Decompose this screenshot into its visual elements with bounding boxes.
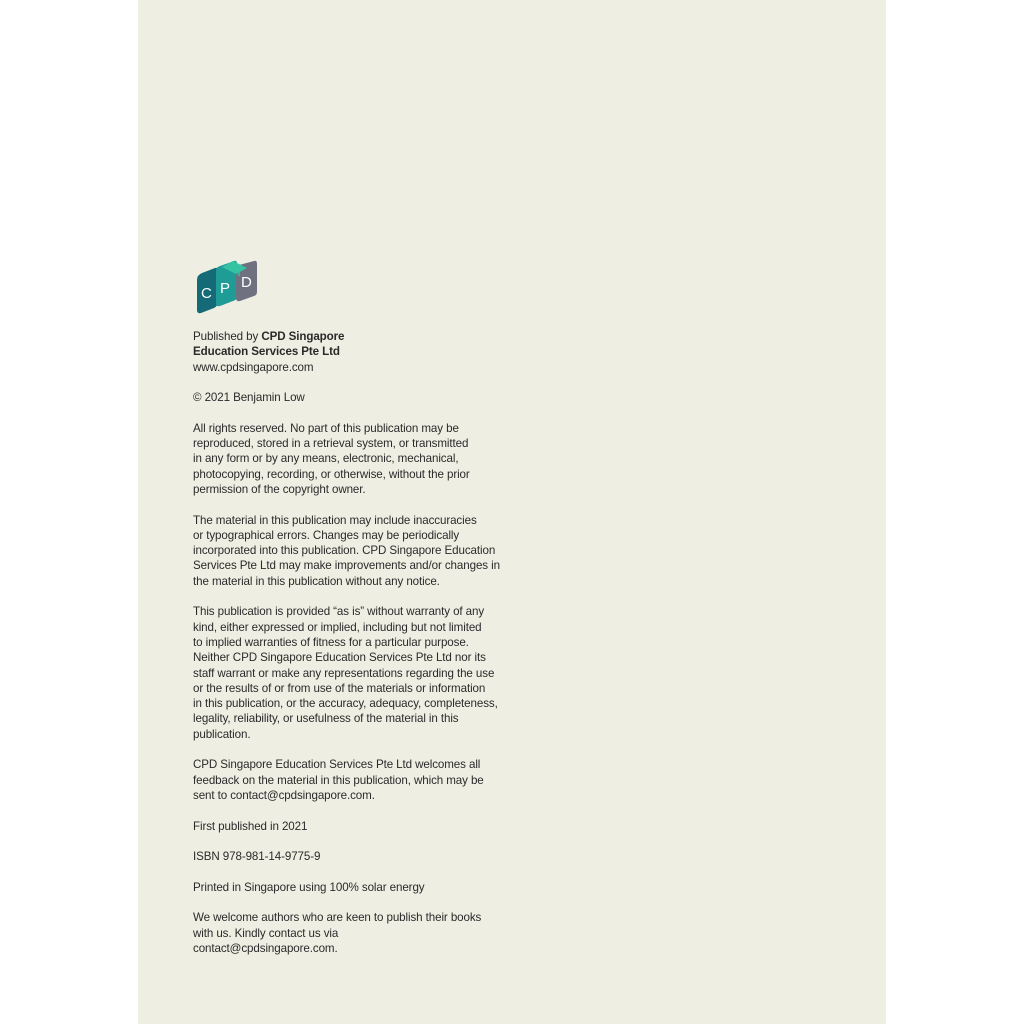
rights-paragraph xyxy=(193,421,523,497)
publisher-website: www.cpdsingapore.com xyxy=(193,360,314,374)
feedback-line: sent to contact@cpdsingapore.com. xyxy=(193,788,375,802)
warranty-line: This publication is provided “as is” without warranty of any xyxy=(193,605,485,619)
svg-text:C: C xyxy=(201,285,212,302)
accuracy-line: The material in this publication may include inaccuracies xyxy=(193,513,477,527)
accuracy-line: the material in this publication without any notice. xyxy=(193,574,440,588)
svg-text:D: D xyxy=(241,274,252,291)
feedback-line: CPD Singapore Education Services Pte Ltd welcomes all xyxy=(193,758,481,772)
warranty-line: kind, either expressed or implied, including but not limited xyxy=(193,620,482,634)
warranty-line: staff warrant or make any representations regarding the use xyxy=(193,666,495,680)
feedback-line: feedback on the material in this publication, which may be xyxy=(193,773,484,787)
warranty-line: in this publication, or the accuracy, adequacy, completeness, xyxy=(193,697,498,711)
feedback-paragraph xyxy=(193,757,523,803)
accuracy-line: Services Pte Ltd may make improvements and/or changes in xyxy=(193,559,500,573)
copyright-line: © 2021 Benjamin Low xyxy=(193,391,305,405)
svg-text:P: P xyxy=(220,280,231,297)
authors-line: with us. Kindly contact us via xyxy=(193,926,339,940)
rights-line: reproduced, stored in a retrieval system, or transmitted xyxy=(193,437,469,451)
publisher-block xyxy=(193,329,523,375)
isbn-line: ISBN 978-981-14-9775-9 xyxy=(193,850,321,864)
first-published xyxy=(193,819,523,834)
warranty-line: or the results of or from use of the materials or information xyxy=(193,681,486,695)
publisher-name-line2: Education Services Pte Ltd xyxy=(193,345,340,359)
rights-line: All rights reserved. No part of this publication may be xyxy=(193,421,459,435)
isbn xyxy=(193,849,523,864)
publisher-line xyxy=(193,329,523,344)
warranty-line: to implied warranties of fitness for a particular purpose. xyxy=(193,635,469,649)
copyright-text xyxy=(193,329,523,971)
authors-line: We welcome authors who are keen to publish their books xyxy=(193,911,482,925)
publisher-name: CPD Singapore xyxy=(261,330,345,343)
printed-note xyxy=(193,880,523,895)
rights-line: photocopying, recording, or otherwise, without the prior xyxy=(193,467,470,481)
authors-line: contact@cpdsingapore.com. xyxy=(193,941,338,955)
authors-paragraph xyxy=(193,910,523,956)
first-published-line: First published in 2021 xyxy=(193,819,308,833)
accuracy-line: or typographical errors. Changes may be periodically xyxy=(193,528,460,542)
warranty-line: publication. xyxy=(193,727,251,741)
warranty-line: legality, reliability, or usefulness of the material in this xyxy=(193,712,459,726)
cpd-logo-icon xyxy=(195,258,261,314)
warranty-line: Neither CPD Singapore Education Services Pte Ltd nor its xyxy=(193,651,486,665)
cpd-logo xyxy=(195,258,261,314)
published-by-label: Published by xyxy=(193,330,262,343)
rights-line: permission of the copyright owner. xyxy=(193,482,366,496)
rights-line: in any form or by any means, electronic, mechanical, xyxy=(193,452,459,466)
accuracy-paragraph xyxy=(193,513,523,589)
accuracy-line: incorporated into this publication. CPD Singapore Education xyxy=(193,544,496,558)
printed-line: Printed in Singapore using 100% solar energy xyxy=(193,880,425,894)
copyright-notice xyxy=(193,390,523,405)
warranty-paragraph xyxy=(193,604,523,742)
